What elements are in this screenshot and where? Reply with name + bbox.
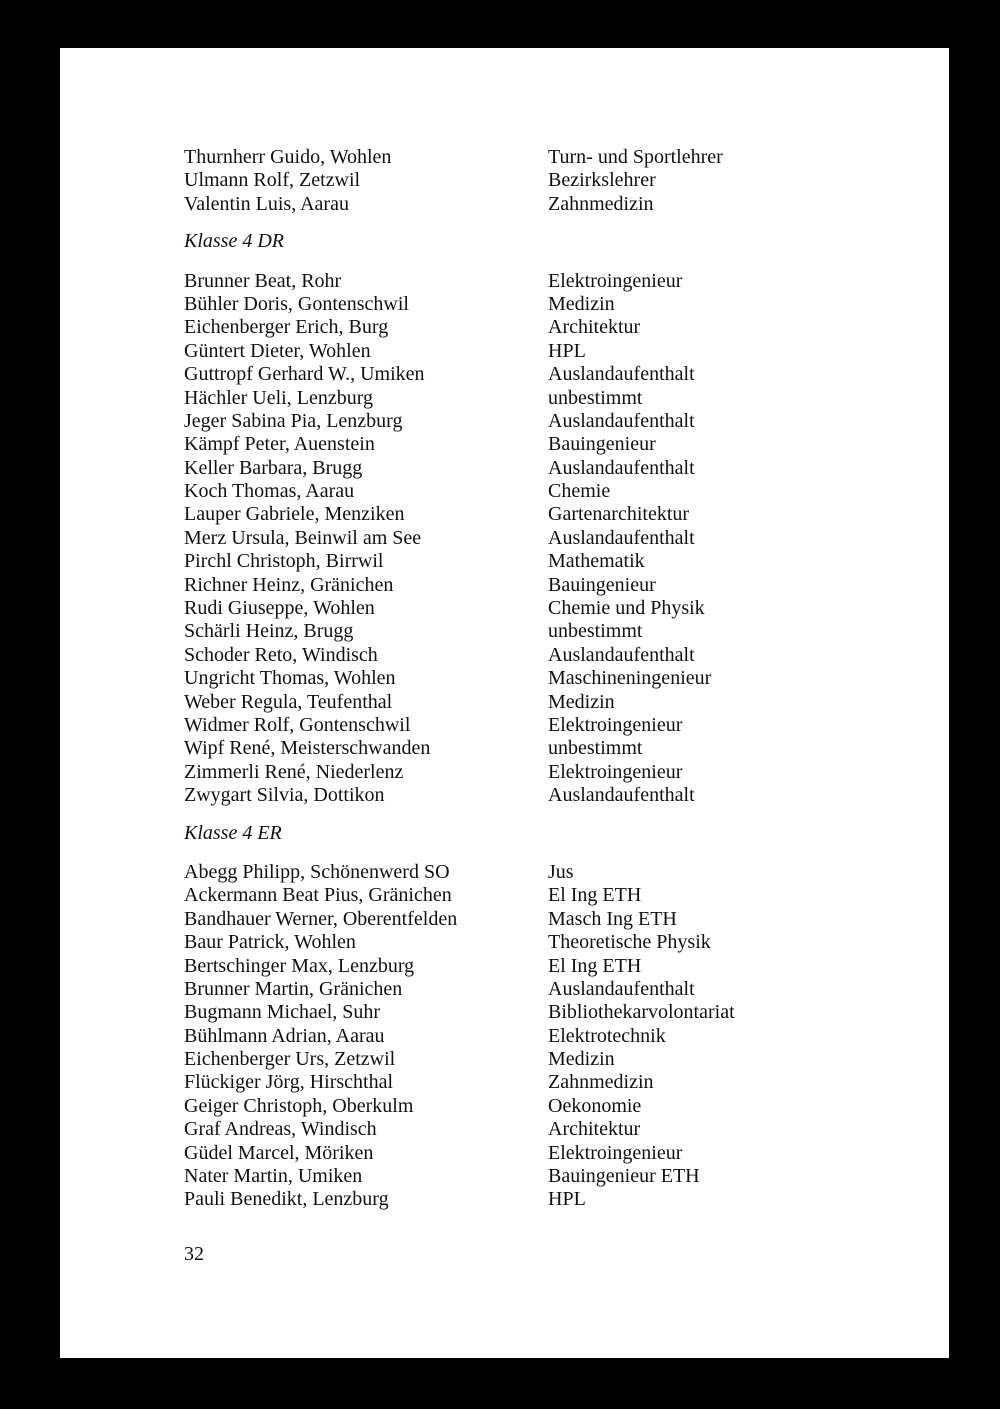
list-row xyxy=(184,480,824,503)
occupation: Auslandaufenthalt xyxy=(548,363,695,386)
occupation: Zahnmedizin xyxy=(548,1071,654,1094)
occupation: Bezirkslehrer xyxy=(548,169,656,192)
list-row xyxy=(184,410,824,433)
student-name: Eichenberger Erich, Burg xyxy=(184,316,389,339)
section-heading: Klasse 4 ER xyxy=(184,821,282,844)
list-row xyxy=(184,293,824,316)
student-name: Keller Barbara, Brugg xyxy=(184,456,363,479)
occupation: Medizin xyxy=(548,690,615,713)
list-row xyxy=(184,1118,824,1141)
student-name: Guttropf Gerhard W., Umiken xyxy=(184,363,425,386)
list-row xyxy=(184,714,824,737)
student-name: Schärli Heinz, Brugg xyxy=(184,620,354,643)
occupation: Elektroingenieur xyxy=(548,1141,683,1164)
list-row xyxy=(184,550,824,573)
list-row xyxy=(184,527,824,550)
student-name: Geiger Christoph, Oberkulm xyxy=(184,1094,414,1117)
list-row xyxy=(184,169,824,192)
list-row xyxy=(184,270,824,293)
student-name: Ulmann Rolf, Zetzwil xyxy=(184,169,361,192)
student-name: Valentin Luis, Aarau xyxy=(184,192,349,215)
student-name: Zwygart Silvia, Dottikon xyxy=(184,784,385,807)
list-row xyxy=(184,1142,824,1165)
occupation: Medizin xyxy=(548,292,615,315)
list-row xyxy=(184,978,824,1001)
student-name: Ackermann Beat Pius, Gränichen xyxy=(184,884,452,907)
student-name: Bühlmann Adrian, Aarau xyxy=(184,1024,385,1047)
occupation: Elektrotechnik xyxy=(548,1024,666,1047)
student-name: Thurnherr Guido, Wohlen xyxy=(184,146,392,168)
student-name: Bertschinger Max, Lenzburg xyxy=(184,954,415,977)
student-name: Nater Martin, Umiken xyxy=(184,1165,363,1188)
occupation: Bauingenieur xyxy=(548,573,656,596)
student-name: Bugmann Michael, Suhr xyxy=(184,1001,381,1024)
student-name: Weber Regula, Teufenthal xyxy=(184,690,393,713)
occupation: Gartenarchitektur xyxy=(548,503,690,526)
student-name: Abegg Philipp, Schönenwerd SO xyxy=(184,860,450,883)
student-name: Pauli Benedikt, Lenzburg xyxy=(184,1188,389,1211)
list-row xyxy=(184,457,824,480)
student-name: Güdel Marcel, Möriken xyxy=(184,1141,374,1164)
section-heading: Klasse 4 DR xyxy=(184,230,284,253)
occupation: Chemie xyxy=(548,480,611,503)
graduate-list xyxy=(184,146,824,1212)
list-row xyxy=(184,908,824,931)
list-row xyxy=(184,955,824,978)
occupation: Bibliothekarvolontariat xyxy=(548,1001,735,1024)
section-continuation xyxy=(184,146,824,216)
occupation: Masch Ing ETH xyxy=(548,907,677,930)
list-row xyxy=(184,737,824,760)
occupation: HPL xyxy=(548,339,586,362)
list-row xyxy=(184,884,824,907)
occupation: Turn- und Sportlehrer xyxy=(548,146,723,168)
list-row xyxy=(184,387,824,410)
list-row xyxy=(184,597,824,620)
occupation: unbestimmt xyxy=(548,737,643,760)
student-name: Brunner Beat, Rohr xyxy=(184,269,342,292)
student-name: Jeger Sabina Pia, Lenzburg xyxy=(184,409,403,432)
occupation: unbestimmt xyxy=(548,386,643,409)
occupation: Architektur xyxy=(548,1118,641,1141)
occupation: Auslandaufenthalt xyxy=(548,456,695,479)
student-name: Bandhauer Werner, Oberentfelden xyxy=(184,907,458,930)
student-name: Güntert Dieter, Wohlen xyxy=(184,339,371,362)
list-row xyxy=(184,931,824,954)
list-row xyxy=(184,1095,824,1118)
occupation: Mathematik xyxy=(548,550,645,573)
list-row xyxy=(184,761,824,784)
list-row xyxy=(184,433,824,456)
student-name: Zimmerli René, Niederlenz xyxy=(184,760,404,783)
occupation: Zahnmedizin xyxy=(548,192,654,215)
student-name: Pirchl Christoph, Birrwil xyxy=(184,550,384,573)
list-row xyxy=(184,1048,824,1071)
occupation: El Ing ETH xyxy=(548,954,642,977)
occupation: Oekonomie xyxy=(548,1094,642,1117)
occupation: unbestimmt xyxy=(548,620,643,643)
list-row xyxy=(184,316,824,339)
student-name: Widmer Rolf, Gontenschwil xyxy=(184,713,411,736)
list-row xyxy=(184,1165,824,1188)
occupation: Auslandaufenthalt xyxy=(548,643,695,666)
document-page xyxy=(60,48,949,1358)
list-row xyxy=(184,1188,824,1211)
student-name: Kämpf Peter, Auenstein xyxy=(184,433,375,456)
list-row xyxy=(184,691,824,714)
list-row xyxy=(184,620,824,643)
list-row xyxy=(184,363,824,386)
occupation: Bauingenieur ETH xyxy=(548,1165,700,1188)
occupation: Bauingenieur xyxy=(548,433,656,456)
student-name: Flückiger Jörg, Hirschthal xyxy=(184,1071,394,1094)
occupation: El Ing ETH xyxy=(548,884,642,907)
student-name: Brunner Martin, Gränichen xyxy=(184,977,403,1000)
student-name: Baur Patrick, Wohlen xyxy=(184,931,356,954)
student-name: Wipf René, Meisterschwanden xyxy=(184,737,431,760)
occupation: Chemie und Physik xyxy=(548,597,705,620)
list-row xyxy=(184,861,824,884)
occupation: Jus xyxy=(548,860,574,883)
list-row xyxy=(184,1071,824,1094)
occupation: Auslandaufenthalt xyxy=(548,977,695,1000)
student-name: Graf Andreas, Windisch xyxy=(184,1118,377,1141)
student-name: Merz Ursula, Beinwil am See xyxy=(184,526,422,549)
list-row xyxy=(184,1001,824,1024)
student-name: Lauper Gabriele, Menziken xyxy=(184,503,405,526)
page-number: 32 xyxy=(184,1243,204,1265)
list-row xyxy=(184,574,824,597)
list-row xyxy=(184,146,824,169)
student-name: Koch Thomas, Aarau xyxy=(184,480,355,503)
student-name: Richner Heinz, Gränichen xyxy=(184,573,394,596)
occupation: Elektroingenieur xyxy=(548,269,683,292)
student-name: Rudi Giuseppe, Wohlen xyxy=(184,597,375,620)
list-row xyxy=(184,503,824,526)
occupation: Auslandaufenthalt xyxy=(548,526,695,549)
occupation: Maschineningenieur xyxy=(548,667,712,690)
section-klasse-4dr xyxy=(184,270,824,808)
occupation: Elektroingenieur xyxy=(548,713,683,736)
student-name: Hächler Ueli, Lenzburg xyxy=(184,386,373,409)
list-row xyxy=(184,193,824,216)
occupation: Auslandaufenthalt xyxy=(548,784,695,807)
list-row xyxy=(184,644,824,667)
occupation: Architektur xyxy=(548,316,641,339)
occupation: Auslandaufenthalt xyxy=(548,409,695,432)
student-name: Ungricht Thomas, Wohlen xyxy=(184,667,396,690)
student-name: Schoder Reto, Windisch xyxy=(184,643,378,666)
occupation: Theoretische Physik xyxy=(548,931,711,954)
list-row xyxy=(184,667,824,690)
occupation: Medizin xyxy=(548,1048,615,1071)
section-klasse-4er xyxy=(184,861,824,1212)
list-row xyxy=(184,340,824,363)
student-name: Bühler Doris, Gontenschwil xyxy=(184,292,409,315)
occupation: HPL xyxy=(548,1188,586,1211)
list-row xyxy=(184,784,824,807)
list-row xyxy=(184,1025,824,1048)
occupation: Elektroingenieur xyxy=(548,760,683,783)
student-name: Eichenberger Urs, Zetzwil xyxy=(184,1048,396,1071)
